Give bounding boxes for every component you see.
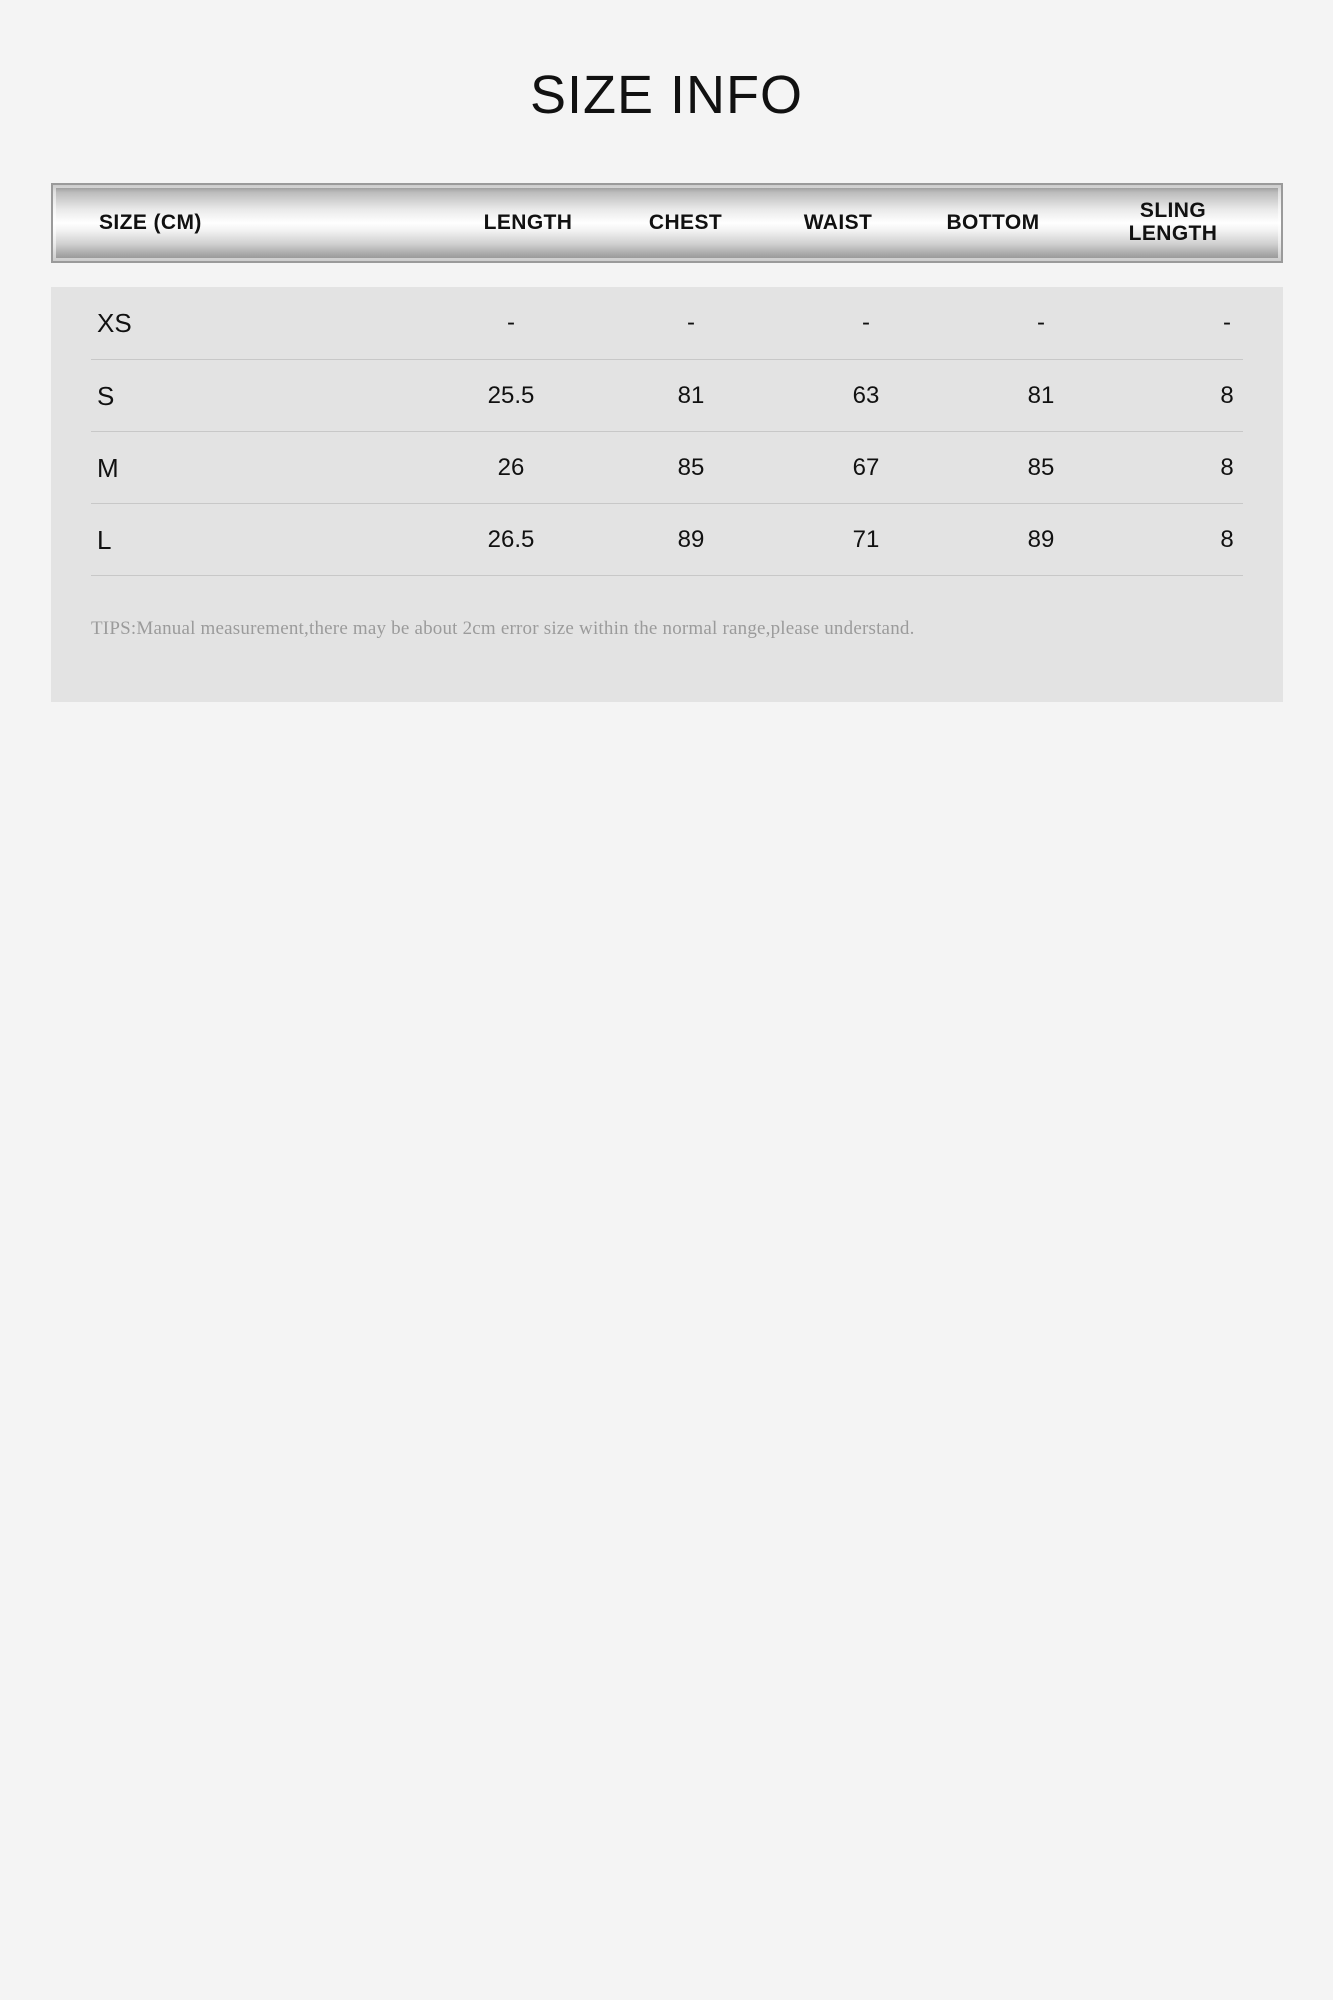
- table-header-row: [51, 183, 1283, 263]
- cell-bottom: 85: [1027, 453, 1055, 481]
- table-row: [91, 432, 1243, 504]
- table-row: [91, 287, 1243, 360]
- cell-length: 26.5: [487, 525, 535, 553]
- column-header-bottom: BOTTOM: [946, 210, 1040, 234]
- cell-bottom: 81: [1027, 381, 1055, 409]
- cell-bottom: -: [1037, 309, 1045, 336]
- table-row: [91, 360, 1243, 432]
- cell-size: L: [97, 524, 112, 555]
- cell-size: XS: [97, 308, 132, 338]
- cell-sling-length: 8: [1220, 453, 1234, 481]
- cell-length: 26: [497, 453, 525, 481]
- cell-chest: 85: [677, 453, 705, 481]
- sling-header-line-2: LENGTH: [1128, 222, 1218, 245]
- cell-sling-length: -: [1223, 309, 1231, 336]
- cell-sling-length: 8: [1220, 381, 1234, 409]
- column-header-length: LENGTH: [483, 210, 573, 234]
- column-header-sling-length: [1073, 200, 1273, 245]
- cell-length: -: [507, 309, 515, 336]
- cell-size: S: [97, 380, 115, 411]
- cell-size: M: [97, 452, 119, 483]
- cell-bottom: 89: [1027, 525, 1055, 553]
- cell-waist: 71: [852, 525, 880, 553]
- size-chart-table: [51, 183, 1283, 702]
- page-title: SIZE INFO: [529, 65, 803, 125]
- cell-waist: -: [862, 309, 870, 336]
- cell-chest: 89: [677, 525, 705, 553]
- table-row: [91, 504, 1243, 576]
- column-header-chest: CHEST: [648, 210, 723, 234]
- measurement-tips: TIPS:Manual measurement,there may be about 2cm error size within the normal range,please understand.: [91, 618, 915, 639]
- column-header-size: SIZE (CM): [99, 210, 202, 234]
- cell-chest: 81: [677, 381, 705, 409]
- cell-waist: 63: [852, 381, 880, 409]
- table-body: [51, 287, 1283, 702]
- cell-sling-length: 8: [1220, 525, 1234, 553]
- cell-chest: -: [687, 309, 695, 336]
- column-header-waist: WAIST: [803, 210, 873, 234]
- cell-length: 25.5: [487, 381, 535, 409]
- cell-waist: 67: [852, 453, 880, 481]
- sling-header-line-1: SLING: [1139, 199, 1207, 223]
